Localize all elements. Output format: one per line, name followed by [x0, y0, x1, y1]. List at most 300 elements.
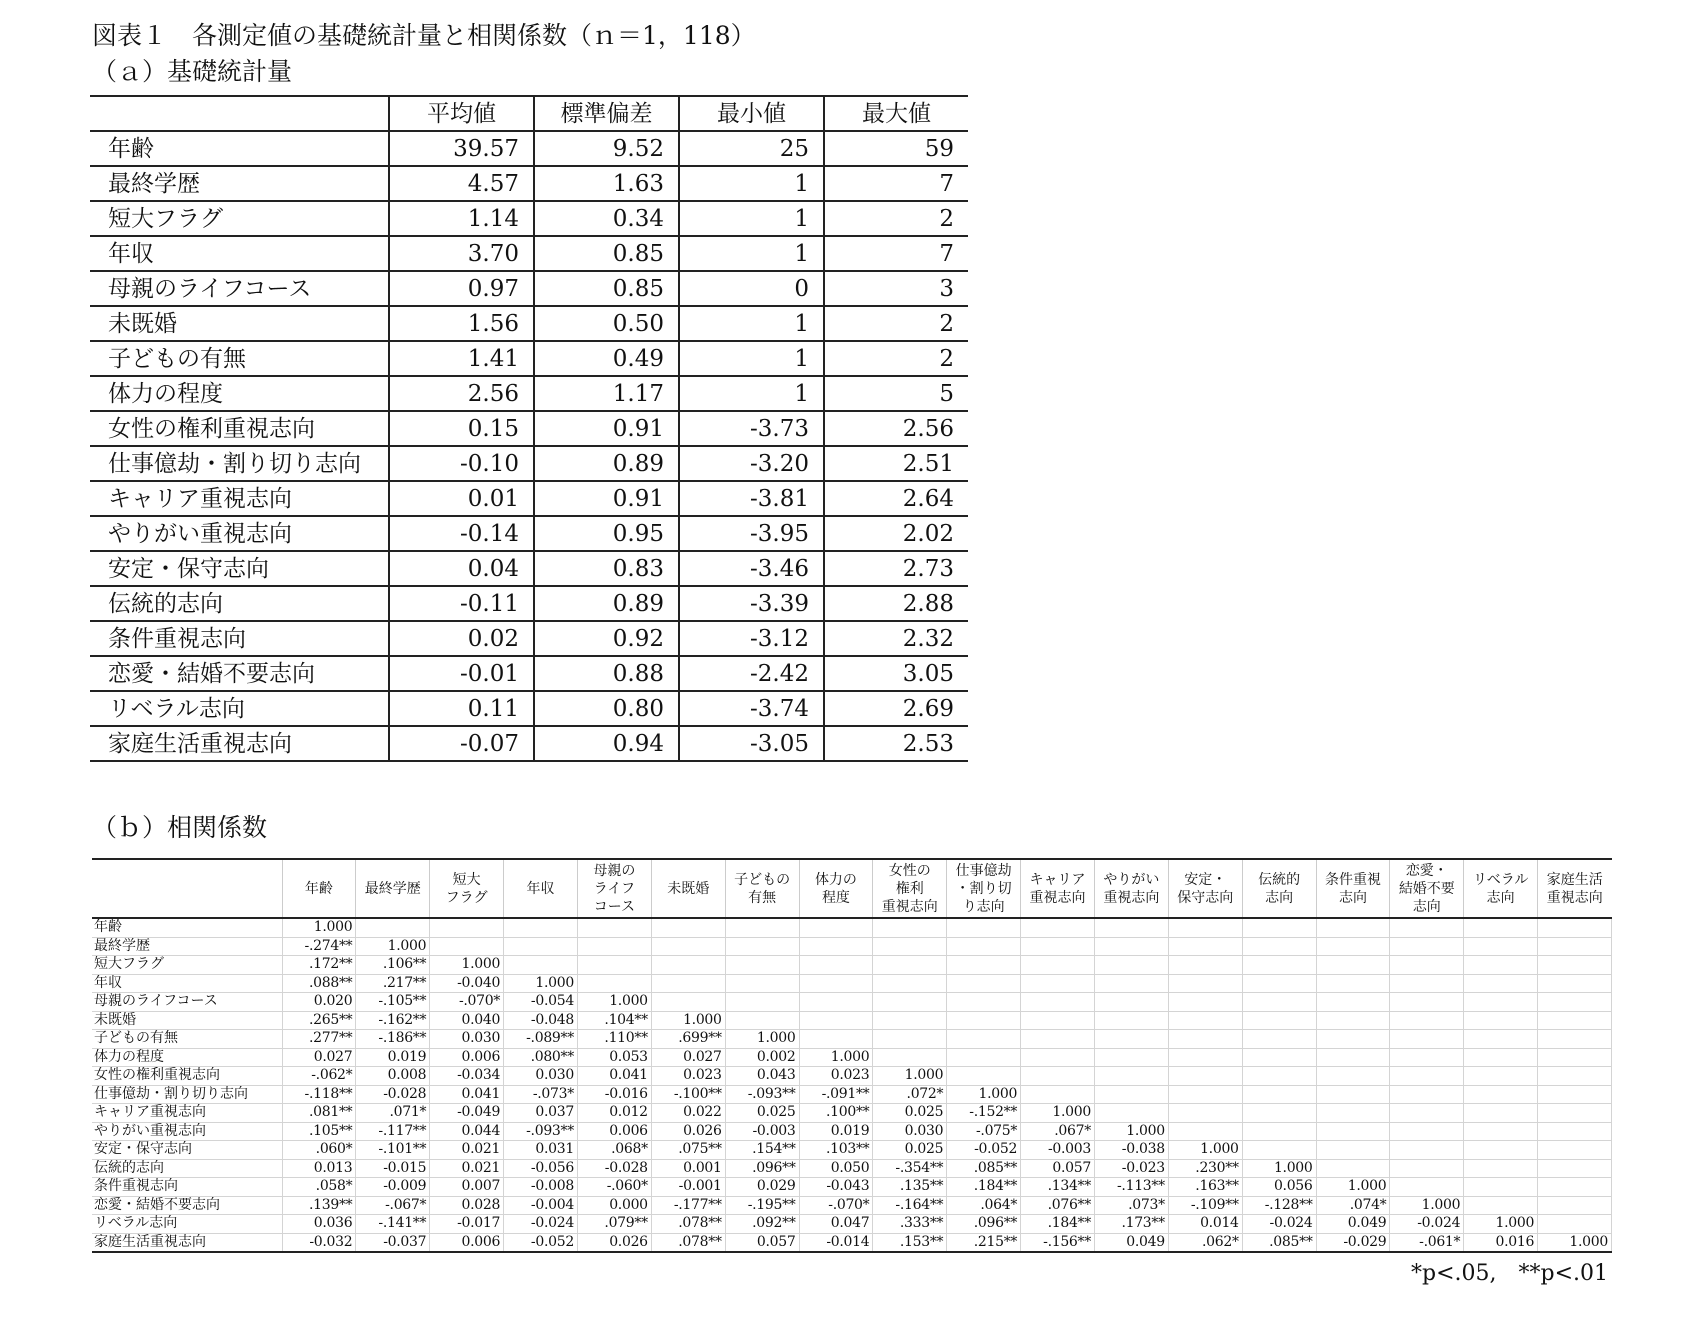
- cell-value: -3.12: [679, 621, 824, 656]
- correlation-section: [92, 858, 1612, 1287]
- correlation-cell: 0.030: [504, 1067, 578, 1086]
- correlation-cell: 1.000: [873, 1067, 947, 1086]
- cell-value: 2.02: [824, 516, 968, 551]
- empty-cell: [1464, 1011, 1538, 1030]
- empty-cell: [1168, 956, 1242, 975]
- cell-value: 1: [679, 376, 824, 411]
- correlation-cell: -.164**: [873, 1196, 947, 1215]
- cell-value: 0.89: [534, 586, 679, 621]
- empty-cell: [799, 1030, 873, 1049]
- cell-value: 4.57: [389, 166, 534, 201]
- row-label: キャリア重視志向: [92, 1104, 282, 1123]
- correlation-cell: 1.000: [725, 1030, 799, 1049]
- correlation-cell: 1.000: [1242, 1159, 1316, 1178]
- cell-value: -3.81: [679, 481, 824, 516]
- correlation-cell: -0.052: [947, 1141, 1021, 1160]
- correlation-cell: -0.017: [430, 1215, 504, 1234]
- empty-cell: [1168, 918, 1242, 937]
- cell-value: -0.14: [389, 516, 534, 551]
- table-row: [92, 1196, 1612, 1215]
- cell-value: -3.46: [679, 551, 824, 586]
- empty-cell: [1464, 918, 1538, 937]
- cell-value: 0.88: [534, 656, 679, 691]
- cell-value: 0.49: [534, 341, 679, 376]
- column-header: 短大 フラグ: [430, 859, 504, 918]
- empty-cell: [873, 1011, 947, 1030]
- empty-cell: [1538, 1104, 1612, 1123]
- row-label: 伝統的志向: [92, 1159, 282, 1178]
- empty-cell: [1168, 1030, 1242, 1049]
- cell-value: 0.94: [534, 726, 679, 761]
- correlation-cell: 0.000: [577, 1196, 651, 1215]
- correlation-cell: -.070*: [430, 993, 504, 1012]
- empty-cell: [1168, 993, 1242, 1012]
- table-row: [90, 201, 968, 236]
- empty-cell: [1538, 1178, 1612, 1197]
- correlation-cell: 0.030: [430, 1030, 504, 1049]
- empty-cell: [725, 918, 799, 937]
- correlation-cell: -.062*: [282, 1067, 356, 1086]
- cell-value: 0.85: [534, 236, 679, 271]
- correlation-cell: 1.000: [651, 1011, 725, 1030]
- column-header: 未既婚: [651, 859, 725, 918]
- correlation-cell: .078**: [651, 1215, 725, 1234]
- empty-cell: [1094, 993, 1168, 1012]
- empty-cell: [1538, 918, 1612, 937]
- row-label: 恋愛・結婚不要志向: [90, 656, 389, 691]
- table-row: [90, 726, 968, 761]
- empty-cell: [947, 1067, 1021, 1086]
- section-b-heading: （ｂ）相関係数: [92, 813, 268, 842]
- correlation-cell: -.195**: [725, 1196, 799, 1215]
- empty-cell: [1021, 993, 1095, 1012]
- correlation-cell: .064*: [947, 1196, 1021, 1215]
- empty-cell: [1021, 956, 1095, 975]
- empty-cell: [1021, 974, 1095, 993]
- empty-cell: [1538, 1196, 1612, 1215]
- correlation-cell: -0.014: [799, 1233, 873, 1252]
- cell-value: 0.01: [389, 481, 534, 516]
- column-header: リベラル 志向: [1464, 859, 1538, 918]
- correlation-cell: -0.004: [504, 1196, 578, 1215]
- table-row: [90, 236, 968, 271]
- empty-cell: [1242, 1104, 1316, 1123]
- empty-cell: [1464, 1030, 1538, 1049]
- cell-value: 0.83: [534, 551, 679, 586]
- empty-cell: [1242, 1085, 1316, 1104]
- empty-cell: [947, 974, 1021, 993]
- correlation-cell: 1.000: [282, 918, 356, 937]
- header-blank: [92, 859, 282, 918]
- correlation-cell: 0.056: [1242, 1178, 1316, 1197]
- table-row: [92, 1159, 1612, 1178]
- correlation-cell: .062*: [1168, 1233, 1242, 1252]
- column-header: 仕事億劫 ・割り切 り志向: [947, 859, 1021, 918]
- row-label: 年収: [92, 974, 282, 993]
- correlation-cell: -.060*: [577, 1178, 651, 1197]
- cell-value: 3.70: [389, 236, 534, 271]
- correlation-cell: 0.013: [282, 1159, 356, 1178]
- empty-cell: [725, 956, 799, 975]
- correlation-cell: 0.036: [282, 1215, 356, 1234]
- correlation-cell: .104**: [577, 1011, 651, 1030]
- empty-cell: [1464, 1178, 1538, 1197]
- correlation-cell: 0.053: [577, 1048, 651, 1067]
- cell-value: -0.07: [389, 726, 534, 761]
- correlation-cell: .074*: [1316, 1196, 1390, 1215]
- empty-cell: [1168, 1011, 1242, 1030]
- cell-value: -3.95: [679, 516, 824, 551]
- cell-value: 1: [679, 306, 824, 341]
- correlation-cell: 0.006: [577, 1122, 651, 1141]
- correlation-cell: .217**: [356, 974, 430, 993]
- table-row: [90, 516, 968, 551]
- correlation-cell: .058*: [282, 1178, 356, 1197]
- correlation-cell: -0.015: [356, 1159, 430, 1178]
- column-header: 平均値: [389, 96, 534, 131]
- correlation-cell: 0.031: [504, 1141, 578, 1160]
- cell-value: 7: [824, 236, 968, 271]
- column-header: 年収: [504, 859, 578, 918]
- correlation-cell: -.117**: [356, 1122, 430, 1141]
- empty-cell: [1538, 1067, 1612, 1086]
- row-label: 最終学歴: [92, 937, 282, 956]
- correlation-cell: .106**: [356, 956, 430, 975]
- empty-cell: [1464, 1196, 1538, 1215]
- cell-value: 2.53: [824, 726, 968, 761]
- correlation-cell: .096**: [725, 1159, 799, 1178]
- column-header: キャリア 重視志向: [1021, 859, 1095, 918]
- column-header: 標準偏差: [534, 96, 679, 131]
- correlation-cell: 0.050: [799, 1159, 873, 1178]
- column-header: 母親の ライフ コース: [577, 859, 651, 918]
- cell-value: 3: [824, 271, 968, 306]
- empty-cell: [1538, 1141, 1612, 1160]
- row-label: 短大フラグ: [90, 201, 389, 236]
- empty-cell: [1390, 1030, 1464, 1049]
- correlation-cell: 0.022: [651, 1104, 725, 1123]
- empty-cell: [1021, 918, 1095, 937]
- correlation-cell: 1.000: [1464, 1215, 1538, 1234]
- row-label: 未既婚: [92, 1011, 282, 1030]
- correlation-cell: -.061*: [1390, 1233, 1464, 1252]
- empty-cell: [1538, 1122, 1612, 1141]
- correlation-cell: .153**: [873, 1233, 947, 1252]
- correlation-cell: -.141**: [356, 1215, 430, 1234]
- empty-cell: [1094, 1085, 1168, 1104]
- correlation-cell: 0.007: [430, 1178, 504, 1197]
- correlation-cell: .072*: [873, 1085, 947, 1104]
- cell-value: 0.80: [534, 691, 679, 726]
- correlation-cell: -0.024: [1242, 1215, 1316, 1234]
- empty-cell: [1390, 1159, 1464, 1178]
- correlation-cell: -.073*: [504, 1085, 578, 1104]
- empty-cell: [1168, 937, 1242, 956]
- column-header: 最終学歴: [356, 859, 430, 918]
- column-header: 恋愛・ 結婚不要 志向: [1390, 859, 1464, 918]
- empty-cell: [504, 918, 578, 937]
- column-header: やりがい 重視志向: [1094, 859, 1168, 918]
- correlation-cell: .068*: [577, 1141, 651, 1160]
- empty-cell: [799, 993, 873, 1012]
- cell-value: 2.56: [389, 376, 534, 411]
- correlation-cell: 0.002: [725, 1048, 799, 1067]
- empty-cell: [1464, 1104, 1538, 1123]
- table-row: [92, 1030, 1612, 1049]
- correlation-cell: 0.057: [725, 1233, 799, 1252]
- row-label: 仕事億劫・割り切り志向: [90, 446, 389, 481]
- correlation-cell: .184**: [1021, 1215, 1095, 1234]
- empty-cell: [1390, 918, 1464, 937]
- empty-cell: [430, 918, 504, 937]
- empty-cell: [1538, 1215, 1612, 1234]
- correlation-cell: .173**: [1094, 1215, 1168, 1234]
- empty-cell: [1316, 993, 1390, 1012]
- header-blank: [90, 96, 389, 131]
- correlation-cell: .105**: [282, 1122, 356, 1141]
- row-label: 条件重視志向: [92, 1178, 282, 1197]
- empty-cell: [799, 937, 873, 956]
- correlation-cell: -0.032: [282, 1233, 356, 1252]
- correlation-cell: -.093**: [504, 1122, 578, 1141]
- cell-value: -3.39: [679, 586, 824, 621]
- cell-value: -3.74: [679, 691, 824, 726]
- empty-cell: [1464, 1159, 1538, 1178]
- figure-title: 図表１ 各測定値の基礎統計量と相関係数（ｎ＝1，118）: [92, 21, 756, 50]
- correlation-cell: .079**: [577, 1215, 651, 1234]
- correlation-cell: .067*: [1021, 1122, 1095, 1141]
- cell-value: -3.20: [679, 446, 824, 481]
- empty-cell: [1094, 1104, 1168, 1123]
- correlation-cell: 0.001: [651, 1159, 725, 1178]
- empty-cell: [1242, 993, 1316, 1012]
- correlation-cell: 0.023: [799, 1067, 873, 1086]
- table-row: [90, 411, 968, 446]
- correlation-cell: .154**: [725, 1141, 799, 1160]
- correlation-table: [92, 858, 1612, 1253]
- significance-footnote: *p<.05, **p<.01: [1410, 1261, 1608, 1286]
- descriptive-stats-table: [90, 95, 968, 762]
- empty-cell: [1094, 1030, 1168, 1049]
- cell-value: -3.73: [679, 411, 824, 446]
- correlation-cell: -0.054: [504, 993, 578, 1012]
- empty-cell: [1538, 974, 1612, 993]
- cell-value: 1: [679, 236, 824, 271]
- cell-value: 0.85: [534, 271, 679, 306]
- empty-cell: [873, 956, 947, 975]
- empty-cell: [1316, 1030, 1390, 1049]
- correlation-cell: 0.028: [430, 1196, 504, 1215]
- correlation-cell: 0.016: [1464, 1233, 1538, 1252]
- correlation-cell: .265**: [282, 1011, 356, 1030]
- empty-cell: [1538, 1011, 1612, 1030]
- correlation-cell: 0.008: [356, 1067, 430, 1086]
- row-label: 仕事億劫・割り切り志向: [92, 1085, 282, 1104]
- table-row: [90, 271, 968, 306]
- correlation-cell: 0.014: [1168, 1215, 1242, 1234]
- correlation-cell: .096**: [947, 1215, 1021, 1234]
- correlation-cell: -.274**: [282, 937, 356, 956]
- table-row: [92, 1011, 1612, 1030]
- empty-cell: [873, 1048, 947, 1067]
- empty-cell: [1242, 1122, 1316, 1141]
- correlation-cell: 1.000: [1538, 1233, 1612, 1252]
- cell-value: 0.89: [534, 446, 679, 481]
- empty-cell: [1464, 1141, 1538, 1160]
- empty-cell: [1094, 1048, 1168, 1067]
- column-header: 体力の 程度: [799, 859, 873, 918]
- correlation-cell: 0.043: [725, 1067, 799, 1086]
- empty-cell: [1168, 1104, 1242, 1123]
- cell-value: 1.17: [534, 376, 679, 411]
- correlation-cell: .085**: [1242, 1233, 1316, 1252]
- correlation-cell: .076**: [1021, 1196, 1095, 1215]
- empty-cell: [1316, 956, 1390, 975]
- empty-cell: [1538, 993, 1612, 1012]
- correlation-cell: -.091**: [799, 1085, 873, 1104]
- correlation-cell: -.067*: [356, 1196, 430, 1215]
- empty-cell: [1021, 1067, 1095, 1086]
- cell-value: 1.56: [389, 306, 534, 341]
- cell-value: 0.97: [389, 271, 534, 306]
- correlation-cell: 1.000: [356, 937, 430, 956]
- cell-value: 2.69: [824, 691, 968, 726]
- empty-cell: [873, 937, 947, 956]
- correlation-cell: 1.000: [799, 1048, 873, 1067]
- row-label: 女性の権利重視志向: [90, 411, 389, 446]
- empty-cell: [651, 974, 725, 993]
- correlation-cell: -0.001: [651, 1178, 725, 1197]
- empty-cell: [1094, 956, 1168, 975]
- empty-cell: [947, 956, 1021, 975]
- cell-value: 2.32: [824, 621, 968, 656]
- empty-cell: [1242, 1067, 1316, 1086]
- empty-cell: [577, 937, 651, 956]
- correlation-cell: -.354**: [873, 1159, 947, 1178]
- cell-value: 1.14: [389, 201, 534, 236]
- row-label: 家庭生活重視志向: [90, 726, 389, 761]
- empty-cell: [1464, 1122, 1538, 1141]
- correlation-cell: .071*: [356, 1104, 430, 1123]
- row-label: 短大フラグ: [92, 956, 282, 975]
- empty-cell: [1094, 937, 1168, 956]
- table-row: [92, 1085, 1612, 1104]
- correlation-cell: .078**: [651, 1233, 725, 1252]
- cell-value: 2.56: [824, 411, 968, 446]
- empty-cell: [356, 918, 430, 937]
- correlation-cell: -.089**: [504, 1030, 578, 1049]
- row-label: 母親のライフコース: [90, 271, 389, 306]
- row-label: 体力の程度: [92, 1048, 282, 1067]
- empty-cell: [651, 993, 725, 1012]
- correlation-cell: 0.025: [873, 1141, 947, 1160]
- empty-cell: [1390, 956, 1464, 975]
- table-header-row: [90, 96, 968, 131]
- empty-cell: [1168, 974, 1242, 993]
- empty-cell: [873, 993, 947, 1012]
- correlation-cell: 0.057: [1021, 1159, 1095, 1178]
- table-row: [92, 1104, 1612, 1123]
- cell-value: 0.91: [534, 411, 679, 446]
- correlation-cell: 0.027: [282, 1048, 356, 1067]
- cell-value: 0.92: [534, 621, 679, 656]
- cell-value: 2: [824, 341, 968, 376]
- correlation-cell: -.186**: [356, 1030, 430, 1049]
- row-label: 年齢: [90, 131, 389, 166]
- empty-cell: [1094, 918, 1168, 937]
- cell-value: 2.51: [824, 446, 968, 481]
- empty-cell: [947, 1011, 1021, 1030]
- correlation-cell: 0.020: [282, 993, 356, 1012]
- correlation-cell: 1.000: [1168, 1141, 1242, 1160]
- correlation-cell: 0.025: [725, 1104, 799, 1123]
- correlation-cell: -0.040: [430, 974, 504, 993]
- table-row: [90, 376, 968, 411]
- correlation-cell: -0.009: [356, 1178, 430, 1197]
- correlation-cell: .085**: [947, 1159, 1021, 1178]
- correlation-cell: -.118**: [282, 1085, 356, 1104]
- column-header: 年齢: [282, 859, 356, 918]
- empty-cell: [725, 993, 799, 1012]
- correlation-cell: .073*: [1094, 1196, 1168, 1215]
- empty-cell: [1464, 974, 1538, 993]
- empty-cell: [1390, 1048, 1464, 1067]
- table-row: [90, 586, 968, 621]
- empty-cell: [651, 937, 725, 956]
- correlation-cell: 0.027: [651, 1048, 725, 1067]
- empty-cell: [1168, 1048, 1242, 1067]
- table-row: [90, 446, 968, 481]
- empty-cell: [504, 937, 578, 956]
- empty-cell: [1538, 956, 1612, 975]
- table-row: [92, 1048, 1612, 1067]
- cell-value: -0.01: [389, 656, 534, 691]
- correlation-cell: 0.041: [430, 1085, 504, 1104]
- table-row: [90, 621, 968, 656]
- row-label: 未既婚: [90, 306, 389, 341]
- cell-value: 0.15: [389, 411, 534, 446]
- correlation-cell: .075**: [651, 1141, 725, 1160]
- row-label: 伝統的志向: [90, 586, 389, 621]
- row-label: 体力の程度: [90, 376, 389, 411]
- column-header: 条件重視 志向: [1316, 859, 1390, 918]
- correlation-cell: 1.000: [1021, 1104, 1095, 1123]
- empty-cell: [1021, 1030, 1095, 1049]
- cell-value: 2: [824, 201, 968, 236]
- empty-cell: [1316, 1085, 1390, 1104]
- empty-cell: [1242, 1011, 1316, 1030]
- cell-value: 39.57: [389, 131, 534, 166]
- empty-cell: [1464, 956, 1538, 975]
- correlation-cell: .333**: [873, 1215, 947, 1234]
- empty-cell: [1538, 1048, 1612, 1067]
- correlation-cell: .230**: [1168, 1159, 1242, 1178]
- correlation-cell: -0.048: [504, 1011, 578, 1030]
- empty-cell: [1242, 937, 1316, 956]
- correlation-cell: -.093**: [725, 1085, 799, 1104]
- table-row: [92, 1141, 1612, 1160]
- cell-value: -0.10: [389, 446, 534, 481]
- cell-value: 1: [679, 201, 824, 236]
- correlation-cell: 0.030: [873, 1122, 947, 1141]
- correlation-cell: .134**: [1021, 1178, 1095, 1197]
- empty-cell: [1316, 1159, 1390, 1178]
- table-row: [90, 131, 968, 166]
- correlation-cell: -.128**: [1242, 1196, 1316, 1215]
- correlation-cell: -0.024: [1390, 1215, 1464, 1234]
- empty-cell: [504, 956, 578, 975]
- empty-cell: [1316, 974, 1390, 993]
